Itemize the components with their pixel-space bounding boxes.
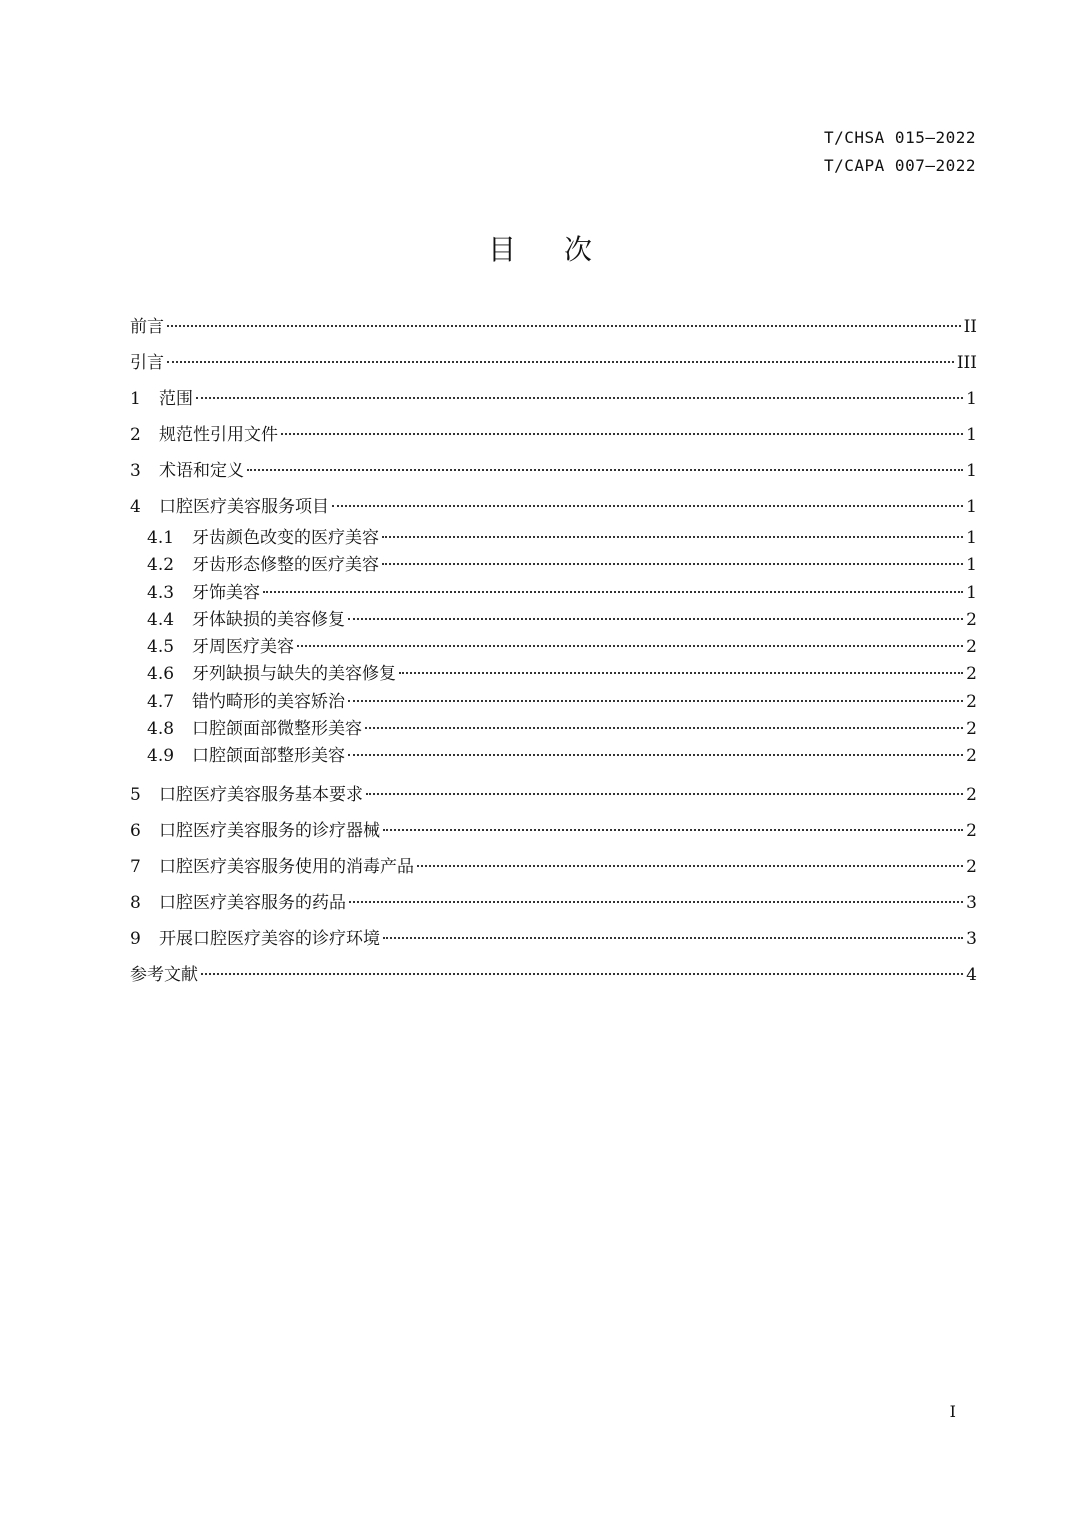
toc-entry-1[interactable] [130,381,977,417]
toc-page-number: 3 [966,892,977,913]
toc-leader-dots [297,645,963,647]
toc-entry-4-9[interactable] [130,743,977,770]
toc-label: 口腔医疗美容服务的药品 [159,892,346,913]
toc-leader-dots [263,591,963,593]
toc-page-number: 1 [966,582,977,603]
toc-number: 4.6 [147,664,175,685]
toc-number: 3 [130,461,141,481]
toc-page-number: 2 [966,691,977,712]
toc-page-number: 2 [966,820,977,841]
toc-label: 口腔颌面部整形美容 [192,746,345,767]
toc-leader-dots [365,727,963,729]
toc-page-number: 2 [966,664,977,685]
toc-page-number: III [956,353,977,373]
toc-leader-dots [348,700,963,702]
toc-number: 4.7 [147,691,175,712]
standard-code-chsa: T/CHSA 015—2022 [824,128,976,147]
toc-label: 范围 [159,389,193,409]
toc-leader-dots [332,505,963,507]
toc-entry-9[interactable] [130,921,977,957]
toc-leader-dots [167,361,954,363]
toc-number: 4.3 [147,582,175,603]
toc-page-number: II [963,317,977,337]
toc-label: 口腔医疗美容服务的诊疗器械 [159,820,380,841]
toc-number: 4.4 [147,609,175,630]
toc-page-number: 2 [966,719,977,740]
toc-number: 8 [130,892,141,913]
toc-entry-4-1[interactable] [130,525,977,552]
toc-leader-dots [383,829,963,831]
table-of-contents [130,309,977,993]
toc-number: 4.5 [147,637,175,658]
toc-label: 错㣿畸形的美容矫治 [192,691,345,712]
toc-leader-dots [417,865,963,867]
toc-entry-4-7[interactable] [130,689,977,716]
toc-label: 前言 [130,317,164,337]
toc-entry-references[interactable] [130,957,977,993]
toc-leader-dots [382,536,963,538]
toc-page-number: 2 [966,784,977,805]
toc-label: 口腔医疗美容服务基本要求 [159,784,363,805]
toc-label: 牙体缺损的美容修复 [192,609,345,630]
toc-leader-dots [167,325,961,327]
toc-page-number: 2 [966,746,977,767]
toc-entry-8[interactable] [130,885,977,921]
toc-label: 术语和定义 [159,461,244,481]
toc-page-number: 1 [966,528,977,548]
toc-number: 1 [130,389,141,409]
toc-entry-5[interactable] [130,777,977,813]
toc-number: 4.2 [147,555,175,576]
toc-entry-4-3[interactable] [130,580,977,607]
toc-leader-dots [281,433,963,435]
toc-entry-4-8[interactable] [130,716,977,743]
toc-leader-dots [366,793,963,795]
toc-page-number: 1 [966,461,977,481]
toc-label: 开展口腔医疗美容的诊疗环境 [159,928,380,949]
toc-entry-4-4[interactable] [130,607,977,634]
toc-entry-3[interactable] [130,453,977,489]
toc-number: 5 [130,784,141,805]
toc-number: 2 [130,425,141,445]
toc-leader-dots [247,469,963,471]
toc-entry-6[interactable] [130,813,977,849]
toc-page-number: 1 [966,555,977,576]
toc-label: 牙列缺损与缺失的美容修复 [192,664,396,685]
toc-page-number: 3 [966,928,977,949]
toc-label: 牙周医疗美容 [192,637,294,658]
toc-leader-dots [383,937,963,939]
toc-label: 牙饰美容 [192,582,260,603]
toc-page-number: 1 [966,497,977,517]
page-folio-number: I [949,1402,956,1421]
toc-page-number: 2 [966,856,977,877]
toc-label: 口腔医疗美容服务项目 [159,497,329,517]
toc-entry-4-6[interactable] [130,661,977,688]
toc-leader-dots [348,618,963,620]
toc-number: 4.1 [147,528,175,548]
document-code-header [824,124,976,180]
toc-page-number: 4 [966,964,977,985]
page-title: 目次 [487,233,640,266]
toc-label: 牙齿颜色改变的医疗美容 [192,528,379,548]
toc-entry-4-2[interactable] [130,552,977,579]
toc-leader-dots [201,973,963,975]
standard-code-capa: T/CAPA 007—2022 [824,156,976,175]
toc-entry-foreword[interactable] [130,309,977,345]
toc-leader-dots [348,754,963,756]
toc-entry-4-5[interactable] [130,634,977,661]
toc-label: 规范性引用文件 [159,425,278,445]
toc-entry-introduction[interactable] [130,345,977,381]
toc-number: 4 [130,497,141,517]
toc-entry-4[interactable] [130,489,977,525]
toc-entry-2[interactable] [130,417,977,453]
toc-page-number: 1 [966,389,977,409]
toc-page-number: 1 [966,425,977,445]
toc-number: 4.9 [147,746,175,767]
toc-label: 引言 [130,353,164,373]
toc-page-number: 2 [966,609,977,630]
toc-leader-dots [196,397,963,399]
toc-page-number: 2 [966,637,977,658]
toc-leader-dots [382,563,963,565]
toc-leader-dots [349,901,963,903]
toc-leader-dots [399,672,963,674]
toc-label: 参考文献 [130,964,198,985]
toc-label: 牙齿形态修整的医疗美容 [192,555,379,576]
toc-entry-7[interactable] [130,849,977,885]
toc-number: 4.8 [147,719,175,740]
toc-label: 口腔颌面部微整形美容 [192,719,362,740]
toc-label: 口腔医疗美容服务使用的消毒产品 [159,856,414,877]
toc-number: 9 [130,928,141,949]
toc-number: 7 [130,856,141,877]
toc-number: 6 [130,820,141,841]
